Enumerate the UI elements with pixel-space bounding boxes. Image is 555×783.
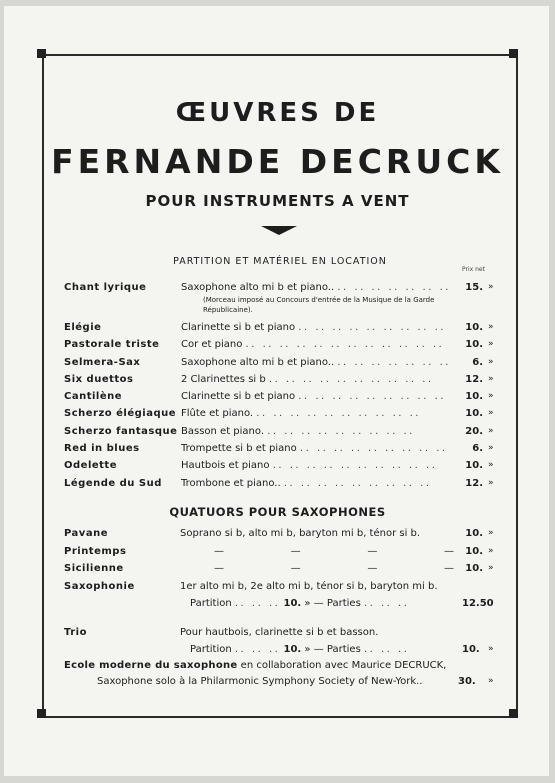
list-item (64, 339, 504, 356)
work-price: 15. (465, 282, 483, 293)
work-title: Scherzo fantasque (64, 425, 178, 437)
partition-caption: PARTITION ET MATÉRIEL EN LOCATION (173, 256, 387, 267)
work-price: 10. (465, 322, 483, 333)
price-unit: » (488, 460, 494, 471)
price-unit: » (488, 282, 494, 292)
work-instrumentation: Saxophone alto mi b et piano.. .. .. .. .. .. .. .. (181, 282, 451, 293)
section-title-quatuors: QUATUORS POUR SAXOPHONES (169, 505, 386, 519)
work-instrumentation: Trompette si b et piano .. .. .. .. .. .. .. .. .. (181, 443, 448, 455)
work-title: Chant lyrique (64, 282, 147, 293)
work-instrumentation: Basson et piano. .. .. .. .. .. .. .. .. .. (181, 425, 415, 437)
work-note: (Morceau imposé au Concours d'entrée de la Musique de la Garde Républicaine). (203, 296, 435, 314)
work-instrumentation: Hautbois et piano .. .. .. .. .. .. .. .. .. .. (181, 460, 438, 472)
quatuors-list (64, 528, 504, 673)
price-unit: » (488, 443, 494, 454)
ditto-marks: — — — — (214, 563, 454, 574)
heading-composer: FERNANDE DECRUCK (51, 142, 504, 181)
work-instrumentation: Cor et piano .. .. .. .. .. .. .. .. .. .. .. .. (181, 339, 445, 351)
work-instrumentation: Pour hautbois, clarinette si b et basson. (180, 626, 379, 638)
list-item (64, 374, 504, 391)
work-instrumentation: 2 Clarinettes si b .. .. .. .. .. .. .. .. .. .. (181, 373, 434, 385)
heading-oeuvres: ŒUVRES DE (175, 98, 380, 128)
work-title: Red in blues (64, 443, 140, 455)
price-unit: » (488, 356, 494, 367)
list-item (64, 408, 504, 425)
price-unit: » (488, 563, 494, 573)
parties-price: 10. (462, 643, 480, 655)
price-column-header: Prix net (462, 266, 485, 273)
work-title: Trio (64, 626, 87, 638)
work-price: 12. (465, 373, 483, 385)
work-title: Odelette (64, 460, 117, 472)
work-instrumentation: Clarinette si b et piano .. .. .. .. .. .. .. .. .. (181, 391, 446, 403)
price-unit: » (488, 545, 494, 556)
work-title: Cantilène (64, 391, 123, 403)
price-unit: » (488, 339, 494, 350)
ecole-line: Ecole moderne du saxophone en collaboration avec Maurice DECRUCK, (64, 660, 447, 671)
work-price: 10. (465, 528, 483, 539)
partition-parties-line: Partition .. .. .. 10. » — Parties .. .. .. (190, 643, 410, 655)
work-title: Printemps (64, 545, 127, 557)
ecole-description: Saxophone solo à la Philarmonic Symphony Society of New-York.. (97, 676, 423, 687)
list-item (64, 282, 504, 322)
list-item (64, 460, 504, 477)
list-item (64, 391, 504, 408)
work-price: 6. (472, 443, 483, 455)
price-unit: » (488, 477, 494, 488)
work-title: Selmera-Sax (64, 356, 141, 368)
work-price: 10. (465, 563, 483, 574)
work-title: Sicilienne (64, 563, 124, 574)
price-unit: » (488, 408, 494, 419)
work-instrumentation: Trombone et piano.. .. .. .. .. .. .. .. .. .. (181, 477, 432, 489)
list-item (64, 546, 504, 564)
work-price: 10. (465, 391, 483, 403)
work-price: 6. (472, 356, 483, 368)
price-unit: » (488, 373, 494, 384)
list-item (64, 357, 504, 374)
work-instrumentation: Clarinette si b et piano .. .. .. .. .. .. .. .. .. (181, 322, 446, 333)
list-item (64, 426, 504, 443)
price-unit: » (488, 322, 494, 332)
work-title: Pastorale triste (64, 339, 160, 351)
partition-parties-line: Partition .. .. .. 10. » — Parties .. .. .. (190, 597, 410, 609)
work-price: 10. (465, 460, 483, 472)
list-item (64, 443, 504, 460)
work-price: 12. (465, 477, 483, 489)
price-unit: » (488, 425, 494, 436)
work-title: Elégie (64, 322, 102, 333)
corner-ornament (509, 709, 518, 718)
work-price: 10. (465, 545, 483, 557)
list-item (64, 581, 504, 627)
work-title: Six duettos (64, 373, 134, 385)
price-unit: » (488, 391, 494, 402)
work-instrumentation: Soprano si b, alto mi b, baryton mi b, ténor si b. (180, 528, 421, 539)
corner-ornament (37, 709, 46, 718)
list-item (64, 563, 504, 581)
work-instrumentation: Flûte et piano. .. .. .. .. .. .. .. .. .. .. (181, 408, 421, 420)
chevron-down-icon (261, 226, 297, 235)
work-title: Légende du Sud (64, 477, 162, 489)
price-unit: » (488, 676, 494, 686)
price-unit: » (488, 643, 494, 654)
works-list (64, 282, 504, 495)
work-price: 10. (465, 339, 483, 351)
corner-ornament (509, 49, 518, 58)
work-title: Saxophonie (64, 580, 135, 592)
work-title: Scherzo élégiaque (64, 408, 177, 420)
list-item (64, 478, 504, 495)
work-instrumentation: Saxophone alto mi b et piano.. .. .. .. .. .. .. .. (181, 356, 451, 368)
corner-ornament (37, 49, 46, 58)
work-price: 10. (465, 408, 483, 420)
price-unit: » (488, 528, 494, 538)
ditto-marks: — — — — (214, 545, 454, 557)
work-title: Pavane (64, 528, 108, 539)
work-price: 20. (465, 425, 483, 437)
list-item (64, 528, 504, 546)
heading-subtitle: POUR INSTRUMENTS A VENT (145, 192, 410, 210)
parties-price: 12.50 (462, 597, 494, 609)
list-item (64, 322, 504, 339)
ecole-price: 30. (458, 676, 476, 687)
work-instrumentation: 1er alto mi b, 2e alto mi b, ténor si b, baryton mi b. (180, 580, 438, 592)
